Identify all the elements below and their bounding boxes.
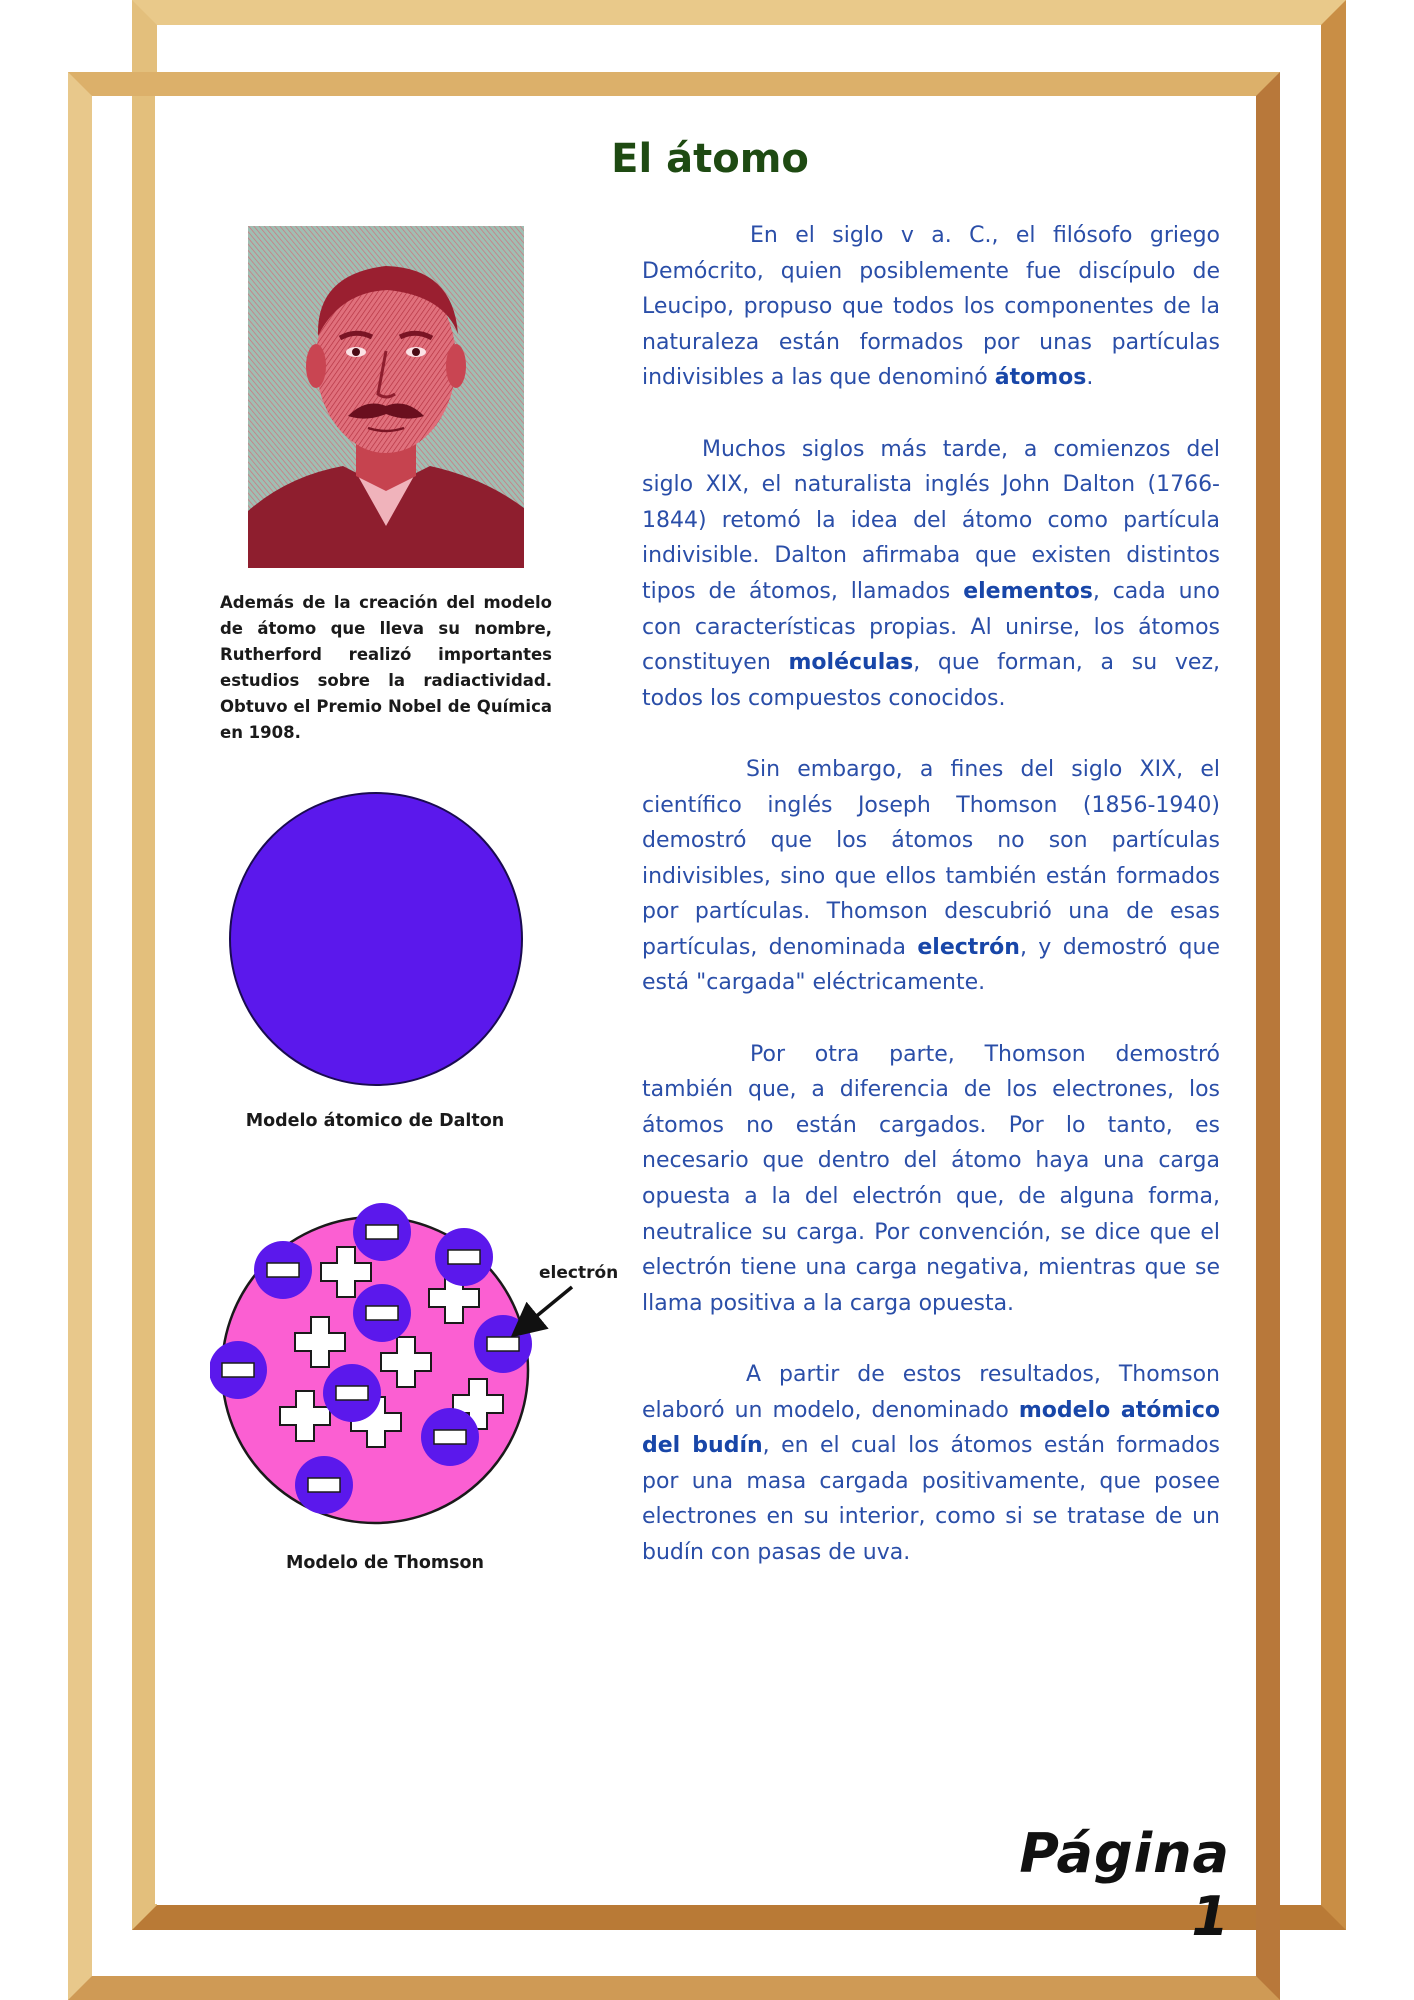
thomson-model-diagram <box>210 1195 630 1535</box>
electron-icon <box>254 1241 312 1299</box>
electron-icon <box>435 1228 493 1286</box>
thomson-svg <box>210 1195 630 1535</box>
electron-label: electrón <box>539 1263 619 1283</box>
paragraph-3: Sin embargo, a fines del siglo XIX, el científico inglés Joseph Thomson (1856-1940) demostró que los átomos no son partículas indivisibles, sino que ellos también están formados por partículas. Thomson descubrió una de esas partículas, denominada electrón, y demostró que está "cargada" eléctricamente. <box>642 756 1221 996</box>
page-title: El átomo <box>611 136 809 182</box>
paragraph-5: A partir de estos resultados, Thomson elaboró un modelo, denominado modelo atómico del budín, en el cual los átomos están formados por una masa cargada positivamente, que posee electrones en su interior, como si se tratase de un budín con pasas de uva. <box>642 1362 1220 1565</box>
rutherford-portrait <box>248 226 524 568</box>
electron-icon <box>353 1284 411 1342</box>
electron-icon <box>210 1341 267 1399</box>
term-moleculas: moléculas <box>788 650 914 676</box>
term-modelo-budin: modelo atómico del budín <box>642 1397 1220 1459</box>
term-elementos: elementos <box>963 578 1093 604</box>
electron-icon <box>474 1315 532 1373</box>
electron-arrow <box>516 1287 572 1333</box>
paragraph-2: Muchos siglos más tarde, a comienzos del siglo XIX, el naturalista inglés John Dalton (1766-1844) retomó la idea del átomo como partícula indivisible. Dalton afirmaba que existen distintos tipos de átomos, llamados elementos, cada uno con características propias. Al unirse, los átomos constituyen moléculas, que forman, a su vez, todos los compuestos conocidos. <box>642 436 1220 711</box>
rutherford-caption: Además de la creación del modelo de átomo que lleva su nombre, Rutherford realizó importantes estudios sobre la radiactividad. Obtuvo el Premio Nobel de Química en 1908. <box>220 593 552 742</box>
electron-icon <box>323 1364 381 1422</box>
body-text <box>642 218 1220 1606</box>
dalton-caption: Modelo átomico de Dalton <box>245 1111 505 1131</box>
electron-icon <box>295 1456 353 1514</box>
dalton-atom-sphere <box>229 792 523 1086</box>
paragraph-1: En el siglo v a. C., el filósofo griego Demócrito, quien posiblemente fue discípulo de Leucipo, propuso que todos los componentes de la naturaleza están formados por unas partículas indivisibles a las que denominó átomos. <box>642 223 1220 391</box>
thomson-caption: Modelo de Thomson <box>286 1553 484 1573</box>
term-atomos: átomos <box>994 365 1087 391</box>
page-number: Página 1 <box>1019 1822 1230 1948</box>
electron-icon <box>353 1203 411 1261</box>
electron-icon <box>421 1408 479 1466</box>
term-electron: electrón <box>917 934 1020 960</box>
portrait-illustration <box>248 226 524 568</box>
paragraph-4: Por otra parte, Thomson demostró también que, a diferencia de los electrones, los átomos no están cargados. Por lo tanto, es necesario que dentro del átomo haya una carga opuesta a la del electrón que, de alguna forma, neutralice su carga. Por convención, se dice que el electrón tiene una carga negativa, mientras que se llama positiva a la carga opuesta. <box>642 1041 1220 1316</box>
